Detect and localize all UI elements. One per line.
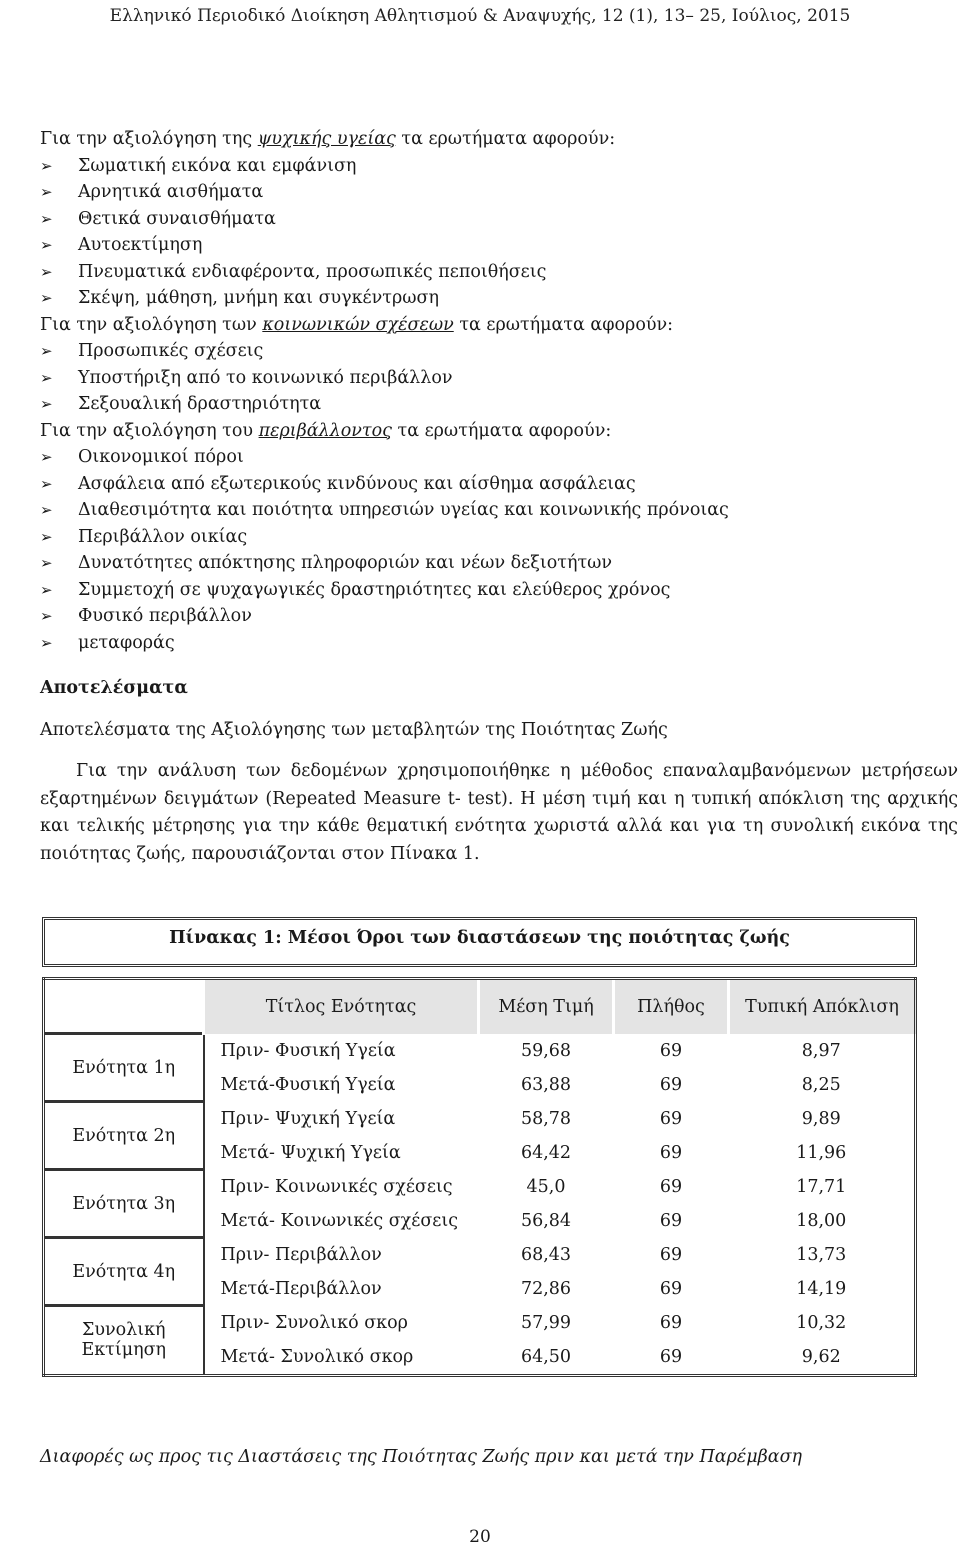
env-term: περιβάλλοντος [258,420,392,441]
list-item-text: Υποστήριξη από το κοινωνικό περιβάλλον [78,367,453,388]
row-sd: 13,73 [796,1244,847,1265]
list-item [40,550,958,577]
list-item-text: Αρνητικά αισθήματα [78,182,264,202]
row-count: 69 [659,1346,683,1367]
header-count: Πλήθος [614,979,729,1034]
psych-list [40,153,958,312]
row-count: 69 [659,1040,683,1061]
row-sd: 14,19 [796,1278,847,1299]
list-item-text: Συμμετοχή σε ψυχαγωγικές δραστηριότητες και ελεύθερος χρόνος [78,579,671,600]
list-item-text: Ασφάλεια από εξωτερικούς κινδύνους και αίσθημα ασφάλειας [78,473,636,494]
list-item-text: Προσωπικές σχέσεις [78,341,264,361]
psych-term: ψυχικής υγείας [257,129,396,149]
row-title: Πριν- Φυσική Υγεία [220,1040,396,1061]
table-row [44,1102,916,1136]
row-count: 69 [659,1176,683,1197]
arrow-bullet-icon: ➢ [40,156,53,175]
row-count: 69 [659,1142,683,1163]
results-title: Αποτελέσματα [40,678,188,698]
list-item-text: Οικονομικοί πόροι [78,447,244,467]
list-item [40,206,958,233]
list-item-text: Φυσικό περιβάλλον [78,606,252,626]
list-item [40,577,958,604]
arrow-bullet-icon: ➢ [40,183,53,201]
arrow-bullet-icon: ➢ [40,474,53,493]
table-header-row [44,979,916,1034]
list-item-text: Διαθεσιμότητα και ποιότητα υπηρεσιών υγείας και κοινωνικής πρόνοιας [78,500,729,520]
group-label: Ενότητα 4η [44,1238,204,1306]
list-item [40,338,958,365]
list-item-text: Σωματική εικόνα και εμφάνιση [78,155,357,176]
list-item-text: μεταφοράς [78,632,175,653]
row-mean: 56,84 [520,1210,572,1231]
table-row [44,1306,916,1340]
row-title: Μετά- Κοινωνικές σχέσεις [220,1210,458,1231]
list-item [40,179,958,206]
row-sd: 17,71 [796,1176,847,1197]
list-item [40,471,958,498]
row-title: Μετά- Συνολικό σκορ [220,1346,414,1367]
row-count: 69 [659,1278,683,1299]
row-mean: 45,0 [526,1176,566,1197]
row-title: Μετά-Φυσική Υγεία [220,1074,396,1095]
row-mean: 68,43 [520,1244,572,1265]
row-title: Πριν- Περιβάλλον [220,1244,382,1265]
row-title: Πριν- Συνολικό σκορ [220,1312,408,1333]
list-item [40,603,958,630]
list-item-text: Σεξουαλική δραστηριότητα [78,394,322,414]
group-label: Ενότητα 2η [44,1102,204,1170]
group-label: Ενότητα 3η [44,1170,204,1238]
list-item-text: Δυνατότητες απόκτησης πληροφοριών και νέων δεξιοτήτων [78,553,613,573]
row-mean: 64,50 [520,1346,572,1367]
list-item-text: Αυτοεκτίμηση [78,235,203,255]
social-intro: Για την αξιολόγηση των κοινωνικών σχέσεων τα ερωτήματα αφορούν: [40,314,674,335]
row-sd: 9,62 [801,1346,841,1367]
data-table [42,977,917,1377]
table-1 [42,917,917,1377]
row-sd: 10,32 [796,1312,847,1333]
social-list [40,338,958,418]
row-mean: 72,86 [520,1278,572,1299]
table-caption: Πίνακας 1: Μέσοι Όροι των διαστάσεων της ποιότητας ζωής [42,917,917,967]
row-count: 69 [659,1108,683,1129]
row-title: Πριν- Κοινωνικές σχέσεις [220,1176,453,1197]
arrow-bullet-icon: ➢ [40,368,53,387]
list-item [40,365,958,392]
row-sd: 11,96 [796,1142,847,1163]
list-item [40,497,958,524]
results-subtitle: Αποτελέσματα της Αξιολόγησης των μεταβλητών της Ποιότητας Ζωής [40,720,668,740]
arrow-bullet-icon: ➢ [40,236,53,254]
row-count: 69 [659,1074,683,1095]
row-mean: 63,88 [520,1074,572,1095]
row-title: Μετά- Ψυχική Υγεία [220,1142,401,1163]
body-content [40,126,958,868]
header-sd: Τυπική Απόκλιση [729,979,916,1034]
list-item [40,259,958,286]
list-item [40,630,958,657]
running-header: Ελληνικό Περιοδικό Διοίκηση Αθλητισμού & Αναψυχής, 12 (1), 13– 25, Ιούλιος, 2015 [109,6,851,26]
env-list [40,444,958,656]
group-label: Συνολική Εκτίμηση [44,1306,204,1376]
row-sd: 8,25 [801,1074,841,1095]
list-item [40,524,958,551]
list-item-text: Περιβάλλον οικίας [78,526,248,547]
arrow-bullet-icon: ➢ [40,209,53,228]
arrow-bullet-icon: ➢ [40,554,53,572]
env-intro: Για την αξιολόγηση του περιβάλλοντος τα ερωτήματα αφορούν: [40,420,612,441]
row-sd: 8,97 [801,1040,841,1061]
arrow-bullet-icon: ➢ [40,501,53,519]
table-row [44,1034,916,1068]
results-paragraph: Για την ανάλυση των δεδομένων χρησιμοποιήθηκε η μέθοδος επαναλαμβανόμενων μετρήσεων εξαρτημένων δειγμάτων (Repeated Measure t- test). Η μέση τιμή και η τυπική απόκλιση της αρχικής και τελικής μέτρησης για την κάθε θεματική ενότητα χωριστά αλλά και για τη συνολική εικόνα της ποιότητας ζωής, παρουσιάζονται στον Πίνακα 1. [40,761,958,864]
row-count: 69 [659,1244,683,1265]
table-row [44,1170,916,1204]
list-item [40,153,958,180]
next-section-heading: Διαφορές ως προς τις Διαστάσεις της Ποιότητας Ζωής πριν και μετά την Παρέμβαση [40,1447,802,1467]
row-count: 69 [659,1210,683,1231]
table-body [44,1034,916,1376]
list-item-text: Θετικά συναισθήματα [78,208,276,229]
table-row [44,1238,916,1272]
arrow-bullet-icon: ➢ [40,262,53,281]
row-mean: 64,42 [520,1142,572,1163]
arrow-bullet-icon: ➢ [40,342,53,360]
row-sd: 18,00 [796,1210,847,1231]
psych-intro: Για την αξιολόγηση της ψυχικής υγείας τα ερωτήματα αφορούν: [40,129,616,149]
page-number: 20 [469,1527,491,1547]
row-count: 69 [659,1312,683,1333]
list-item-text: Σκέψη, μάθηση, μνήμη και συγκέντρωση [78,288,439,308]
list-item [40,444,958,471]
arrow-bullet-icon: ➢ [40,633,53,652]
arrow-bullet-icon: ➢ [40,580,53,599]
row-sd: 9,89 [801,1108,841,1129]
row-mean: 57,99 [520,1312,572,1333]
header-title: Τίτλος Ενότητας [204,979,479,1034]
list-item [40,232,958,259]
arrow-bullet-icon: ➢ [40,607,53,625]
social-term: κοινωνικών σχέσεων [262,314,454,335]
row-title: Πριν- Ψυχική Υγεία [220,1108,396,1129]
arrow-bullet-icon: ➢ [40,448,53,466]
list-item [40,285,958,312]
arrow-bullet-icon: ➢ [40,289,53,307]
row-mean: 59,68 [520,1040,572,1061]
header-mean: Μέση Τιμή [479,979,614,1034]
list-item [40,391,958,418]
list-item-text: Πνευματικά ενδιαφέροντα, προσωπικές πεποιθήσεις [78,261,547,282]
arrow-bullet-icon: ➢ [40,527,53,546]
row-title: Μετά-Περιβάλλον [220,1278,382,1299]
group-label: Ενότητα 1η [44,1034,204,1102]
arrow-bullet-icon: ➢ [40,395,53,413]
header-empty [44,979,204,1034]
row-mean: 58,78 [520,1108,572,1129]
